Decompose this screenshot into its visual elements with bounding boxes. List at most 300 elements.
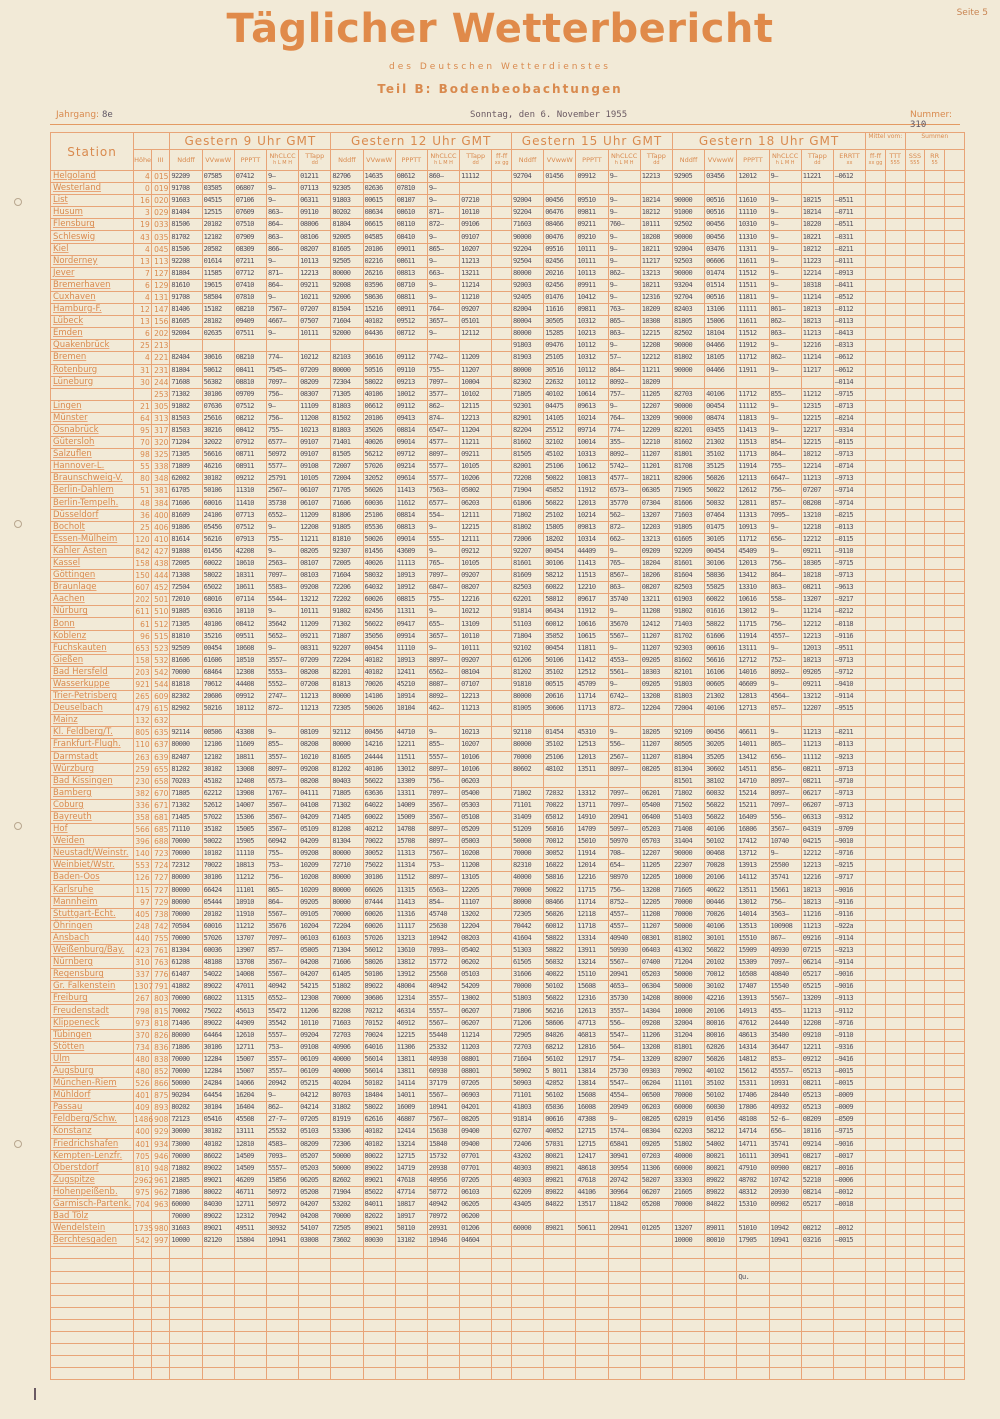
obs-9-value: 70000 [170, 908, 202, 920]
obs-12-value: 11213 [460, 703, 492, 715]
obs-15-value: 05203 [640, 824, 672, 836]
obs-15-value: 72208 [512, 473, 544, 485]
obs-9-value: 09108 [299, 461, 331, 473]
obs-18-value: 33303 [672, 1174, 704, 1186]
station-index: 609 [151, 691, 170, 703]
station-height: 480 [135, 1066, 150, 1076]
extra-column [925, 424, 945, 436]
extra-column [866, 860, 886, 872]
extra-column [925, 763, 945, 775]
obs-9-value: 81804 [170, 364, 202, 376]
blank-cell [885, 1356, 905, 1368]
obs-15-value: 10208 [640, 231, 672, 243]
obs-18-value: 50000 [672, 920, 704, 932]
blank-cell [672, 1344, 704, 1356]
extra-column [944, 993, 964, 1005]
obs-12-value: 71603 [331, 1017, 363, 1029]
obs-12-wind [492, 775, 512, 787]
blank-cell [512, 1332, 544, 1344]
obs-12-value: 865— [427, 243, 459, 255]
station-height: 2962 [134, 1175, 154, 1185]
blank-cell [544, 1247, 576, 1259]
obs-18-value: 89011 [705, 1223, 737, 1235]
obs-18-value: 11513 [737, 437, 769, 449]
extra-column [944, 1198, 964, 1210]
obs-18-value: 11213 [801, 473, 833, 485]
extra-column [905, 521, 925, 533]
obs-18-value: —9713 [833, 570, 865, 582]
extra-column [866, 545, 886, 557]
obs-18-value: 7097— [769, 799, 801, 811]
obs-9-value: 755— [266, 533, 298, 545]
obs-15-value: 5742— [608, 461, 640, 473]
obs-9-value: 15007 [234, 1065, 266, 1077]
obs-18-value: 80505 [672, 739, 704, 751]
obs-18-value: 14511 [737, 763, 769, 775]
obs-18-value [737, 715, 769, 727]
station-height: 401 [135, 1139, 150, 1149]
obs-12-value: 82208 [331, 1005, 363, 1017]
obs-18-value: 11213 [801, 727, 833, 739]
obs-18-value: 10218 [801, 570, 833, 582]
obs-15-value: 44409 [576, 545, 608, 557]
obs-18-value: 35741 [769, 1138, 801, 1150]
obs-18-value: 00516 [705, 207, 737, 219]
obs-15-value: 12205 [640, 896, 672, 908]
obs-15-value: 9— [608, 400, 640, 412]
obs-18-value: 08208 [801, 497, 833, 509]
station-height: 158 [135, 655, 150, 665]
obs-9-value: 07912 [234, 437, 266, 449]
obs-9-value: 6552— [266, 993, 298, 1005]
blank-cell [672, 1271, 704, 1283]
obs-9-value: 866— [266, 243, 298, 255]
obs-12-value: 40942 [427, 981, 459, 993]
obs-9-value: 10213 [299, 424, 331, 436]
obs-15-value: 00456 [544, 195, 576, 207]
obs-15-value: 35730 [608, 993, 640, 1005]
obs-15-value: 50611 [576, 1223, 608, 1235]
extra-column [885, 1065, 905, 1077]
obs-12-value: 25560 [427, 969, 459, 981]
blank-cell [331, 1259, 363, 1271]
station-index: 131 [151, 291, 170, 303]
obs-18-value: 91805 [672, 521, 704, 533]
obs-15-value: 10112 [576, 364, 608, 376]
obs-9-value: 71802 [170, 1162, 202, 1174]
blank-cell [544, 1319, 576, 1331]
obs-12-value: 81810 [331, 533, 363, 545]
station-index: 838 [151, 1053, 170, 1065]
obs-18-value: 3563— [769, 908, 801, 920]
obs-18-value [769, 183, 801, 195]
extra-column [866, 1138, 886, 1150]
obs-18-value: —9713 [833, 763, 865, 775]
obs-15-value: 9— [608, 255, 640, 267]
obs-15-value: 11207 [640, 739, 672, 751]
obs-15-value: 01456 [544, 171, 576, 183]
header-ffff-18 [866, 150, 886, 171]
obs-12-value: 00615 [363, 195, 395, 207]
obs-12-value: 80000 [331, 739, 363, 751]
obs-12-wind [492, 437, 512, 449]
station-name: Flensburg [51, 219, 134, 231]
obs-9-value: 82120 [202, 1235, 234, 1247]
obs-12-value: 66026 [363, 884, 395, 896]
blank-cell [576, 1344, 608, 1356]
obs-9-value: 81702 [170, 231, 202, 243]
station-index: 542 [151, 666, 170, 678]
station-name: Stuttgart-Echt. [51, 908, 134, 920]
obs-9-value: 08209 [299, 1138, 331, 1150]
obs-15-value: 80000 [512, 267, 544, 279]
obs-9-value: 11585 [202, 267, 234, 279]
obs-18-value: —9213 [833, 945, 865, 957]
obs-15-value: 31409 [512, 811, 544, 823]
obs-15-value: 56032 [544, 957, 576, 969]
extra-column [944, 1186, 964, 1198]
blank-cell [51, 1247, 134, 1259]
obs-12-wind [492, 497, 512, 509]
obs-9-value: 81609 [170, 509, 202, 521]
obs-9-value: 35542 [266, 1017, 298, 1029]
obs-18-value: 9— [769, 606, 801, 618]
obs-9-value: 14066 [234, 1078, 266, 1090]
blank-cell [769, 1295, 801, 1307]
blank-cell [234, 1247, 266, 1259]
obs-12-value: 50026 [363, 533, 395, 545]
blank-cell [925, 1283, 945, 1295]
obs-18-value: 40102 [705, 1065, 737, 1077]
extra-column [885, 1138, 905, 1150]
obs-12-value: 40000 [331, 1053, 363, 1065]
obs-15-value: 10211 [640, 279, 672, 291]
extra-column [885, 908, 905, 920]
obs-12-value: 70000 [331, 993, 363, 1005]
obs-15-value: 8092— [608, 376, 640, 388]
obs-9-value: 11212 [234, 872, 266, 884]
obs-9-value: 08309 [234, 243, 266, 255]
extra-column [905, 727, 925, 739]
obs-12-value: 58636 [363, 291, 395, 303]
blank-cell [672, 1307, 704, 1319]
blank-cell [905, 1307, 925, 1319]
obs-9-value: 10209 [299, 860, 331, 872]
station-height: 4 [134, 352, 152, 364]
extra-column [866, 400, 886, 412]
extra-column [866, 1090, 886, 1102]
obs-15-value: 56016 [544, 824, 576, 836]
station-height: 440 [135, 933, 150, 943]
blank-cell [299, 1344, 331, 1356]
obs-18-value [769, 1211, 801, 1223]
obs-15-value: 863— [608, 328, 640, 340]
obs-9-value: 08006 [299, 219, 331, 231]
station-index: 685 [151, 824, 170, 836]
obs-18-value: 81803 [672, 691, 704, 703]
station-index: 727 [151, 872, 170, 884]
obs-18-value: 13412 [737, 751, 769, 763]
obs-9-value: 70942 [266, 1211, 298, 1223]
obs-9-value: 09709 [234, 388, 266, 400]
obs-18-value: 11811 [737, 291, 769, 303]
obs-15-value: 11207 [640, 751, 672, 763]
obs-9-value: 11213 [299, 703, 331, 715]
obs-12-value: 30052 [363, 848, 395, 860]
table-row [51, 1174, 965, 1186]
obs-18-value: 11213 [801, 739, 833, 751]
extra-column [885, 437, 905, 449]
obs-15-value: 40052 [544, 1126, 576, 1138]
blank-cell [672, 1319, 704, 1331]
obs-18-value: —9709 [833, 824, 865, 836]
extra-column [885, 219, 905, 231]
obs-18-value: 10310 [737, 219, 769, 231]
obs-9-value: 25532 [266, 1126, 298, 1138]
obs-18-value: 61605 [672, 533, 704, 545]
obs-18-value: 14011 [737, 739, 769, 751]
obs-9-value: 61407 [170, 969, 202, 981]
obs-18-value: 35102 [705, 1078, 737, 1090]
blank-cell [608, 1344, 640, 1356]
obs-18-value: 92704 [672, 291, 704, 303]
obs-18-value: 82503 [672, 582, 704, 594]
header-18-uhr: Gestern 18 Uhr GMT [672, 133, 865, 150]
obs-18-value: 50022 [705, 485, 737, 497]
obs-18-value: 82502 [672, 328, 704, 340]
obs-12-value: 31802 [331, 1102, 363, 1114]
blank-cell [234, 1344, 266, 1356]
obs-12-value: 13213 [395, 932, 427, 944]
blank-cell [705, 1283, 737, 1295]
obs-18-value: 06217 [801, 787, 833, 799]
obs-15-value: 10213 [576, 328, 608, 340]
obs-12-value: 48004 [395, 981, 427, 993]
obs-9-value: 06109 [299, 1053, 331, 1065]
obs-9-value: 61705 [170, 485, 202, 497]
blank-cell [885, 1283, 905, 1295]
station-height: 370 [135, 1030, 150, 1040]
blank-cell [331, 1319, 363, 1331]
obs-12-value: 08612 [395, 171, 427, 183]
obs-15-value: 91810 [512, 678, 544, 690]
station-name: Aachen [51, 594, 134, 606]
station-height: 400 [135, 1127, 150, 1137]
extra-column [905, 316, 925, 328]
obs-9-value: 12610 [234, 1029, 266, 1041]
obs-15-value: 30964 [608, 1186, 640, 1198]
obs-18-value: 10220 [801, 219, 833, 231]
obs-18-value: —9110 [833, 1029, 865, 1041]
obs-9-value: 46711 [234, 1186, 266, 1198]
extra-column [925, 570, 945, 582]
blank-row [51, 1356, 965, 1368]
obs-18-value: 9— [769, 545, 801, 557]
obs-15-value: 14304 [640, 1005, 672, 1017]
obs-18-value: 40932 [769, 1102, 801, 1114]
table-row [51, 1065, 965, 1077]
obs-9-value: 80000 [170, 872, 202, 884]
obs-15-value: 13211 [640, 594, 672, 606]
extra-column [944, 171, 964, 183]
obs-18-value: 09210 [801, 1029, 833, 1041]
obs-12-value: 05402 [460, 945, 492, 957]
extra-column [866, 291, 886, 303]
blank-cell [608, 1271, 640, 1283]
obs-18-value [833, 1211, 865, 1223]
obs-15-value: 9— [608, 1114, 640, 1126]
extra-column [885, 328, 905, 340]
obs-9-value: 04207 [299, 969, 331, 981]
obs-9-value: 89021 [202, 1223, 234, 1235]
obs-15-value: 50022 [544, 473, 576, 485]
extra-column [944, 558, 964, 570]
obs-18-value: 08217 [801, 1162, 833, 1174]
blank-cell [234, 1356, 266, 1368]
obs-12-value: 13102 [395, 1235, 427, 1247]
obs-18-value: 46611 [737, 727, 769, 739]
obs-15-value: 20941 [608, 969, 640, 981]
obs-12-value: 47618 [395, 1174, 427, 1186]
obs-15-value: 11208 [640, 908, 672, 920]
extra-column [885, 775, 905, 787]
station-name: Ulm [51, 1053, 134, 1065]
obs-9-value: 70203 [170, 775, 202, 787]
obs-15-value [640, 775, 672, 787]
obs-15-value: 57— [608, 352, 640, 364]
station-height: 337 [135, 970, 150, 980]
obs-15-value: 10616 [576, 618, 608, 630]
extra-column [944, 896, 964, 908]
obs-15-value: 12512 [576, 666, 608, 678]
obs-12-value: 08712 [395, 328, 427, 340]
obs-15-value: 10813 [576, 473, 608, 485]
obs-9-value [202, 340, 234, 352]
extra-column [885, 195, 905, 207]
obs-12-value: 70152 [363, 1017, 395, 1029]
blank-cell [234, 1283, 266, 1295]
obs-15-value: 11912 [576, 485, 608, 497]
obs-9-value: 07208 [299, 678, 331, 690]
extra-column [866, 884, 886, 896]
obs-18-value: 08211 [801, 1078, 833, 1090]
obs-9-value: 55472 [266, 1005, 298, 1017]
obs-15-value: 35740 [608, 594, 640, 606]
blank-cell [640, 1368, 672, 1380]
obs-12-value: 80030 [363, 1235, 395, 1247]
obs-12-value: 860— [427, 171, 459, 183]
obs-9-value: 70000 [170, 993, 202, 1005]
blank-cell [363, 1259, 395, 1271]
obs-12-value: 08801 [460, 1065, 492, 1077]
obs-15-value: 50000 [512, 836, 544, 848]
obs-12-value: 09213 [395, 376, 427, 388]
obs-18-value: 81604 [672, 570, 704, 582]
obs-12-value: 06207 [460, 1017, 492, 1029]
obs-12-wind [492, 207, 512, 219]
blank-cell [202, 1271, 234, 1283]
extra-column [866, 1198, 886, 1210]
blank-cell [363, 1319, 395, 1331]
obs-18-value: 06606 [705, 255, 737, 267]
obs-18-value: 04466 [705, 364, 737, 376]
obs-12-value: 10110 [460, 207, 492, 219]
obs-15-value: 25106 [544, 751, 576, 763]
obs-15-value: 09613 [576, 400, 608, 412]
extra-column [866, 243, 886, 255]
extra-column [925, 279, 945, 291]
obs-12-wind [492, 908, 512, 920]
obs-12-value: 7742— [427, 352, 459, 364]
blank-cell [866, 1295, 886, 1307]
obs-15-value: 20616 [544, 691, 576, 703]
extra-column [866, 666, 886, 678]
obs-18-value: —9110 [833, 545, 865, 557]
obs-15-value: 5567— [608, 957, 640, 969]
obs-15-value: 12715 [576, 1138, 608, 1150]
obs-9-value: 11609 [234, 739, 266, 751]
obs-12-value: 9— [427, 545, 459, 557]
blank-cell [363, 1283, 395, 1295]
obs-12-wind [492, 461, 512, 473]
obs-18-value: 01514 [705, 279, 737, 291]
extra-column [885, 461, 905, 473]
station-name: Freudenstadt [51, 1005, 134, 1017]
obs-12-value: 6547— [427, 424, 459, 436]
obs-9-value: 04207 [299, 1198, 331, 1210]
header-blank-end [944, 150, 964, 171]
table-row [51, 388, 965, 400]
obs-15-value: 35052 [544, 630, 576, 642]
obs-18-value: 62203 [672, 1126, 704, 1138]
obs-18-value: 12113 [737, 473, 769, 485]
obs-15-value: 12204 [640, 703, 672, 715]
obs-9-value: 45613 [234, 1005, 266, 1017]
extra-column [866, 1211, 886, 1223]
station-name: Salzuflen [51, 449, 134, 461]
obs-12-value: 05209 [460, 824, 492, 836]
obs-18-value: 91000 [672, 207, 704, 219]
extra-column [885, 678, 905, 690]
obs-15-value: 92204 [512, 207, 544, 219]
obs-9-value: 05203 [299, 1162, 331, 1174]
obs-18-value: 11715 [737, 618, 769, 630]
obs-12-value: 874— [427, 412, 459, 424]
obs-18-value: 50102 [705, 1090, 737, 1102]
obs-18-value: 00456 [705, 219, 737, 231]
extra-column [905, 642, 925, 654]
obs-18-value: 11512 [737, 328, 769, 340]
sss-label: SSS [908, 152, 922, 160]
header-pppt-18: PPPTT [737, 150, 769, 171]
obs-12-value: 81202 [331, 763, 363, 775]
station-height: 61 [134, 618, 152, 630]
station-name: Bad Kissingen [51, 775, 134, 787]
obs-15-value: 09209 [640, 545, 672, 557]
extra-column [925, 171, 945, 183]
blank-cell [299, 1283, 331, 1295]
obs-15-value: 10211 [640, 243, 672, 255]
obs-15-value: 90000 [512, 231, 544, 243]
obs-18-value: 13212 [801, 691, 833, 703]
obs-15-value: 92102 [512, 642, 544, 654]
blank-cell [134, 1319, 152, 1331]
station-height: 3 [134, 207, 152, 219]
station-index: 755 [151, 932, 170, 944]
obs-12-value: 82706 [331, 171, 363, 183]
obs-18-value: 90000 [672, 267, 704, 279]
obs-9-value: 54022 [202, 969, 234, 981]
